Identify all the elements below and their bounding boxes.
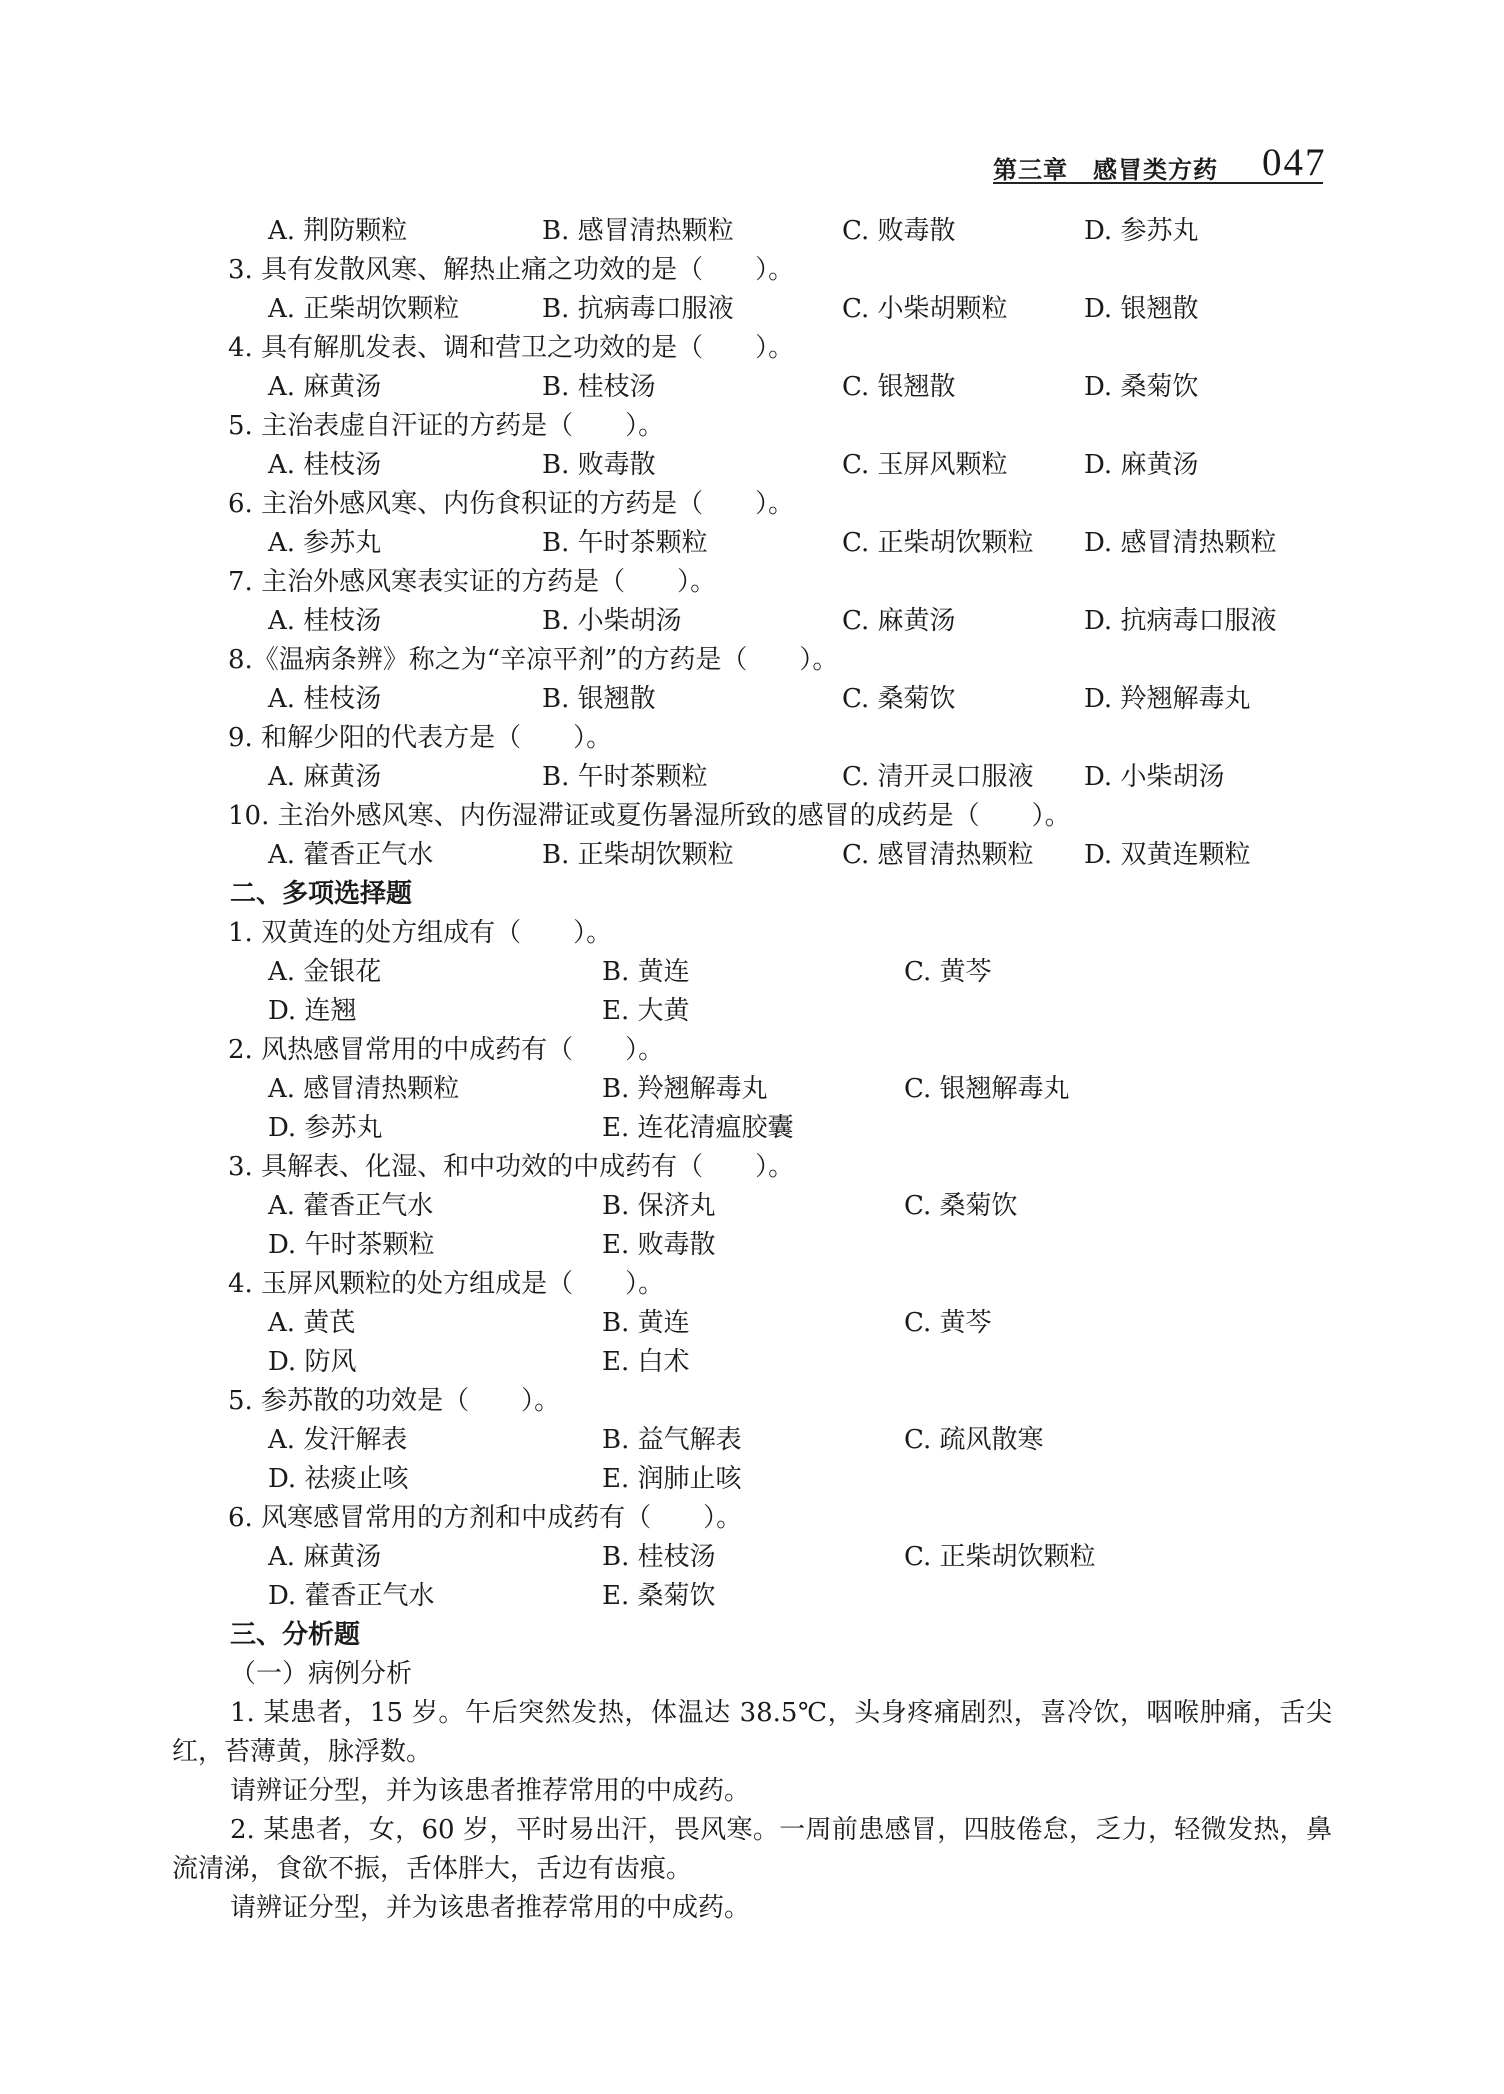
option: A. 麻黄汤 (268, 762, 382, 792)
option: B. 抗病毒口服液 (542, 294, 734, 324)
option: A. 金银花 (268, 957, 382, 987)
option: C. 小柴胡颗粒 (842, 294, 1008, 324)
options-row (172, 524, 1332, 563)
question-stem: 4. 玉屏风颗粒的处方组成是（ ）。 (228, 1269, 665, 1299)
option: A. 麻黄汤 (268, 372, 382, 402)
option: D. 藿香正气水 (268, 1581, 435, 1611)
question-stem: 1. 双黄连的处方组成有（ ）。 (228, 918, 613, 948)
case-paragraph: 2. 某患者，女，60 岁，平时易出汗，畏风寒。一周前患感冒，四肢倦怠，乏力，轻微发热，鼻流清涕，食欲不振，舌体胖大，舌边有齿痕。 (172, 1815, 1332, 1884)
question-stem: 9. 和解少阳的代表方是（ ）。 (228, 723, 613, 753)
option: C. 黄芩 (904, 1308, 992, 1338)
option: B. 败毒散 (542, 450, 656, 480)
options-row (172, 953, 1332, 992)
option: D. 感冒清热颗粒 (1084, 528, 1277, 558)
option: C. 银翘解毒丸 (904, 1074, 1070, 1104)
options-row (172, 1577, 1332, 1616)
option: B. 感冒清热颗粒 (542, 216, 734, 246)
chapter-title: 第三章 感冒类方药 (993, 156, 1218, 184)
options-row (172, 1460, 1332, 1499)
question-stem: 5. 参苏散的功效是（ ）。 (228, 1386, 561, 1416)
question-stem: 4. 具有解肌发表、调和营卫之功效的是（ ）。 (228, 333, 795, 363)
option: E. 白术 (602, 1347, 690, 1377)
option: A. 黄芪 (268, 1308, 356, 1338)
option: A. 感冒清热颗粒 (268, 1074, 460, 1104)
option: D. 桑菊饮 (1084, 372, 1199, 402)
option: D. 抗病毒口服液 (1084, 606, 1277, 636)
option: A. 正柴胡饮颗粒 (268, 294, 460, 324)
option: A. 桂枝汤 (268, 606, 382, 636)
options-row (172, 602, 1332, 641)
options-row (172, 446, 1332, 485)
question-stem: 10. 主治外感风寒、内伤湿滞证或夏伤暑湿所致的感冒的成药是（ ）。 (228, 801, 1071, 831)
page-number: 047 (1262, 141, 1327, 184)
question-stem: 6. 主治外感风寒、内伤食积证的方药是（ ）。 (228, 489, 795, 519)
option: A. 荆防颗粒 (268, 216, 408, 246)
option: A. 桂枝汤 (268, 450, 382, 480)
options-row (172, 290, 1332, 329)
case-task: 请辨证分型，并为该患者推荐常用的中成药。 (230, 1776, 751, 1806)
option: D. 防风 (268, 1347, 357, 1377)
option: B. 桂枝汤 (602, 1542, 716, 1572)
option: E. 连花清瘟胶囊 (602, 1113, 794, 1143)
question-stem: 5. 主治表虚自汗证的方药是（ ）。 (228, 411, 665, 441)
option: D. 小柴胡汤 (1084, 762, 1225, 792)
case-paragraph: 1. 某患者，15 岁。午后突然发热，体温达 38.5℃，头身疼痛剧烈，喜冷饮，咽喉肿痛，舌尖红，苔薄黄，脉浮数。 (172, 1698, 1332, 1767)
option: A. 藿香正气水 (268, 840, 434, 870)
option: C. 败毒散 (842, 216, 956, 246)
page-header (0, 0, 1504, 182)
option: D. 祛痰止咳 (268, 1464, 409, 1494)
option: B. 桂枝汤 (542, 372, 656, 402)
option: E. 大黄 (602, 996, 690, 1026)
option: A. 桂枝汤 (268, 684, 382, 714)
options-row (172, 1070, 1332, 1109)
option: D. 银翘散 (1084, 294, 1199, 324)
option: C. 银翘散 (842, 372, 956, 402)
question-stem: 6. 风寒感冒常用的方剂和中成药有（ ）。 (228, 1503, 743, 1533)
options-row (172, 1109, 1332, 1148)
question-stem: 3. 具有发散风寒、解热止痛之功效的是（ ）。 (228, 255, 795, 285)
question-stem: 7. 主治外感风寒表实证的方药是（ ）。 (228, 567, 717, 597)
option: B. 羚翘解毒丸 (602, 1074, 768, 1104)
option: D. 参苏丸 (268, 1113, 383, 1143)
option: D. 羚翘解毒丸 (1084, 684, 1251, 714)
option: C. 感冒清热颗粒 (842, 840, 1034, 870)
options-row (172, 758, 1332, 797)
option: A. 参苏丸 (268, 528, 382, 558)
option: D. 参苏丸 (1084, 216, 1199, 246)
option: D. 麻黄汤 (1084, 450, 1199, 480)
case-task: 请辨证分型，并为该患者推荐常用的中成药。 (230, 1893, 751, 1923)
option: B. 银翘散 (542, 684, 656, 714)
option: E. 润肺止咳 (602, 1464, 742, 1494)
option: B. 益气解表 (602, 1425, 742, 1455)
option: D. 双黄连颗粒 (1084, 840, 1251, 870)
option: C. 正柴胡饮颗粒 (904, 1542, 1096, 1572)
option: C. 桑菊饮 (842, 684, 956, 714)
options-row (172, 992, 1332, 1031)
section-heading-multiple-choice: 二、多项选择题 (230, 879, 413, 909)
option: C. 疏风散寒 (904, 1425, 1044, 1455)
option: C. 清开灵口服液 (842, 762, 1034, 792)
option: B. 午时茶颗粒 (542, 762, 708, 792)
option: E. 败毒散 (602, 1230, 716, 1260)
option: B. 黄连 (602, 957, 690, 987)
option: C. 正柴胡饮颗粒 (842, 528, 1034, 558)
section-heading-analysis: 三、分析题 (230, 1620, 361, 1650)
options-row (172, 1343, 1332, 1382)
page-body (172, 212, 1332, 1928)
option: B. 午时茶颗粒 (542, 528, 708, 558)
question-stem: 8.《温病条辨》称之为“辛凉平剂”的方药是（ ）。 (228, 645, 839, 675)
question-stem: 2. 风热感冒常用的中成药有（ ）。 (228, 1035, 665, 1065)
option: D. 连翘 (268, 996, 357, 1026)
options-row (172, 1304, 1332, 1343)
option: C. 桑菊饮 (904, 1191, 1018, 1221)
options-row (172, 680, 1332, 719)
options-row (172, 368, 1332, 407)
option: B. 黄连 (602, 1308, 690, 1338)
option: E. 桑菊饮 (602, 1581, 716, 1611)
options-row (172, 836, 1332, 875)
options-row (172, 1226, 1332, 1265)
options-row (172, 1421, 1332, 1460)
option: C. 黄芩 (904, 957, 992, 987)
options-row (172, 1538, 1332, 1577)
option: A. 发汗解表 (268, 1425, 408, 1455)
options-row (172, 1187, 1332, 1226)
option: C. 玉屏风颗粒 (842, 450, 1008, 480)
option: B. 保济丸 (602, 1191, 716, 1221)
header-rule (993, 182, 1323, 184)
option: A. 麻黄汤 (268, 1542, 382, 1572)
options-carry-over (172, 212, 1332, 251)
option: B. 正柴胡饮颗粒 (542, 840, 734, 870)
question-stem: 3. 具解表、化湿、和中功效的中成药有（ ）。 (228, 1152, 795, 1182)
subsection-heading: （一）病例分析 (230, 1659, 413, 1689)
option: D. 午时茶颗粒 (268, 1230, 435, 1260)
option: C. 麻黄汤 (842, 606, 956, 636)
option: B. 小柴胡汤 (542, 606, 682, 636)
option: A. 藿香正气水 (268, 1191, 434, 1221)
